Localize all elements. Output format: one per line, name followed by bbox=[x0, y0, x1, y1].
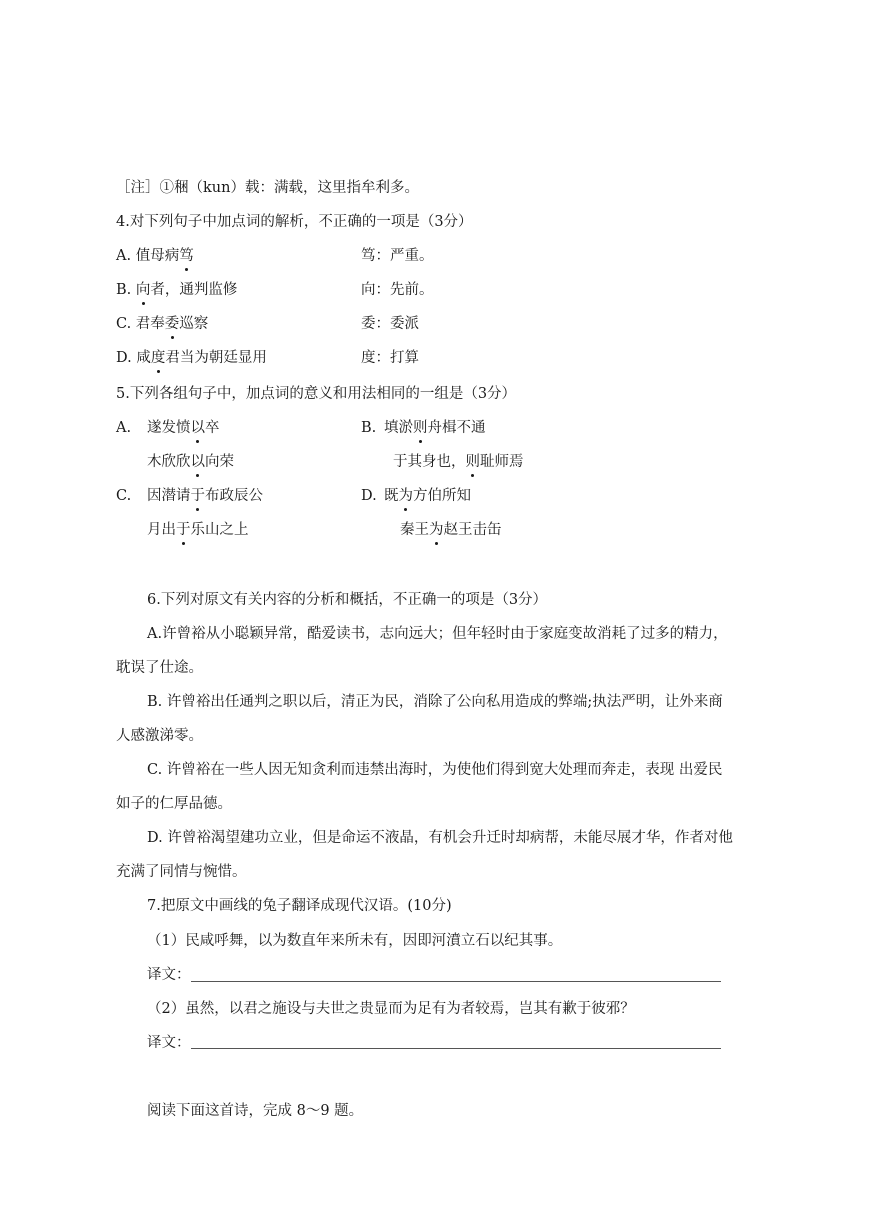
q5-option-a-line2: 木欣欣以向荣 bbox=[147, 454, 234, 470]
q6-option-b-line1: B. 许曾裕出任通判之职以后，清正为民，消除了公向私用造成的弊端;执法严明，让外来商 bbox=[147, 694, 723, 710]
q7-sentence-2: （2）虽然，以君之施设与夫世之贵显而为足有为者较焉，岂其有歉于彼邪？ bbox=[147, 1001, 635, 1017]
q5-option-d-line2: 秦王为赵王击缶 bbox=[400, 522, 502, 538]
q6-option-d-line1: D. 许曾裕渴望建功立业，但是命运不液晶，有机会升迁时却病帮，未能尽展才华，作者对他 bbox=[147, 830, 733, 846]
q7-answer-label-2: 译文： bbox=[147, 1035, 191, 1051]
dotted-word: 于 bbox=[176, 522, 191, 538]
q4-gloss-d: 度：打算 bbox=[361, 350, 419, 366]
q5-option-b-label: B. bbox=[361, 420, 377, 436]
dotted-word: 以 bbox=[190, 454, 205, 470]
q4-stem: 4.对下列句子中加点词的解析，不正确的一项是（3分） bbox=[116, 214, 473, 230]
dotted-word: 度 bbox=[150, 350, 166, 366]
q6-option-a-line1: A.许曾裕从小聪颖异常，酷爱读书，志向远大；但年轻时由于家庭变故消耗了过多的精力， bbox=[147, 626, 728, 642]
dotted-word: 为 bbox=[398, 488, 413, 504]
dotted-word: 则 bbox=[413, 420, 428, 436]
q4-gloss-c: 委：委派 bbox=[361, 316, 419, 332]
q7-stem: 7.把原文中画线的兔子翻译成现代汉语。(10分) bbox=[147, 898, 452, 914]
dotted-word: 向 bbox=[135, 282, 151, 298]
dotted-word: 则 bbox=[465, 454, 480, 470]
dotted-word: 于 bbox=[190, 488, 205, 504]
answer-blank-2[interactable] bbox=[191, 1048, 721, 1049]
dotted-word: 为 bbox=[429, 522, 444, 538]
q6-option-a-line2: 耽误了仕途。 bbox=[116, 660, 203, 676]
q5-stem: 5.下列各组句子中，加点词的意义和用法相同的一组是（3分） bbox=[116, 386, 517, 402]
q5-option-d-line1: 既为方伯所知 bbox=[384, 488, 471, 504]
dotted-word: 以 bbox=[190, 420, 205, 436]
q5-option-c-line2: 月出于乐山之上 bbox=[147, 522, 249, 538]
q6-option-c-line2: 如子的仁厚品德。 bbox=[116, 796, 232, 812]
q6-option-b-line2: 人感激涕零。 bbox=[116, 728, 203, 744]
q4-option-c: C. 君奉委巡察 bbox=[116, 316, 209, 332]
q5-option-a-line1: 遂发愤以卒 bbox=[147, 420, 220, 436]
q7-sentence-1: （1）民咸呼舞，以为数直年来所未有，因即河濆立石以纪其事。 bbox=[147, 933, 563, 949]
q4-gloss-a: 笃：严重。 bbox=[361, 248, 434, 264]
dotted-word: 笃 bbox=[179, 248, 194, 264]
q5-option-a-label: A. bbox=[116, 420, 132, 436]
dotted-word: 委 bbox=[164, 316, 180, 332]
q6-option-c-line1: C. 许曾裕在一些人因无知贪利而违禁出海时，为使他们得到宽大处理而奔走，表现 出爱民 bbox=[147, 762, 723, 778]
q5-option-c-label: C. bbox=[116, 488, 132, 504]
poem-intro: 阅读下面这首诗，完成 8～9 题。 bbox=[147, 1103, 364, 1119]
q5-option-b-line2: 于其身也，则耻师焉 bbox=[393, 454, 524, 470]
q5-option-d-label: D. bbox=[361, 488, 377, 504]
q4-option-d: D. 咸度君当为朝廷显用 bbox=[116, 350, 267, 366]
q5-option-c-line1: 因潜请于布政辰公 bbox=[147, 488, 263, 504]
q7-answer-label-1: 译文： bbox=[147, 967, 191, 983]
q4-gloss-b: 向：先前。 bbox=[361, 282, 434, 298]
q5-option-b-line1: 填淤则舟楫不通 bbox=[384, 420, 486, 436]
q6-stem: 6.下列对原文有关内容的分析和概括，不正确一的项是（3分） bbox=[147, 592, 548, 608]
q4-option-a: A. 值母病笃 bbox=[116, 248, 194, 264]
q4-option-b: B. 向者，通判监修 bbox=[116, 282, 238, 298]
q6-option-d-line2: 充满了同情与惋惜。 bbox=[116, 864, 247, 880]
footnote: ［注］①稇（kun）载：满载，这里指牟利多。 bbox=[116, 180, 419, 196]
answer-blank-1[interactable] bbox=[191, 981, 721, 982]
